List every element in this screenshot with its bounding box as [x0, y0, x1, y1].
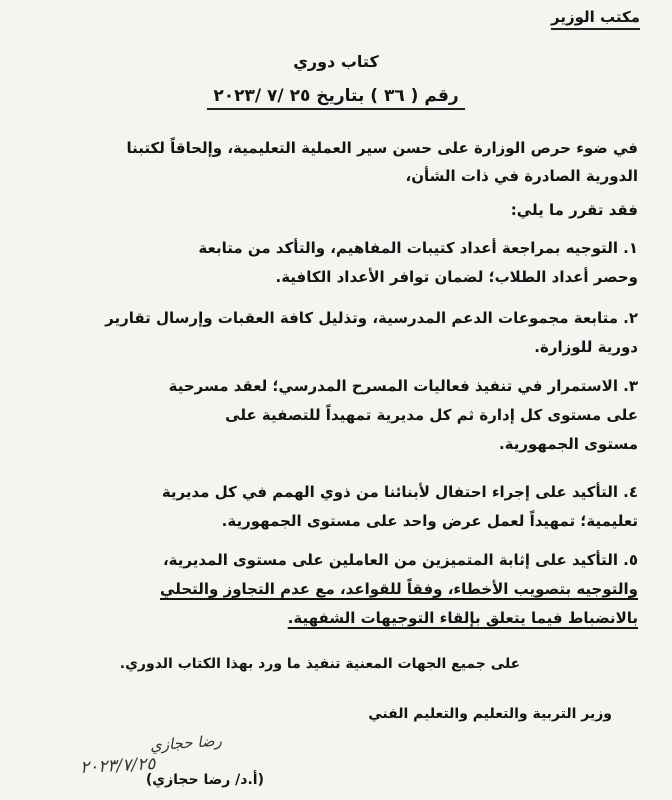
item-line: وحصر أعداد الطلاب؛ لضمان توافر الأعداد الكافية.: [275, 268, 638, 286]
item-line: التوجيه بمراجعة أعداد كتيبات المفاهيم، والتأكد من متابعة: [198, 239, 618, 257]
item-line: التأكيد على إجراء احتفال لأبنائنا من ذوي الهمم في كل مديرية: [161, 483, 618, 501]
intro-paragraph: [33, 134, 638, 190]
item-line: التأكيد على إثابة المتميزين من العاملين على مستوى المديرية،: [162, 551, 618, 569]
item-line: متابعة مجموعات الدعم المدرسية، وتذليل كافة العقبات وإرسال تقارير: [105, 309, 618, 327]
decision-line: [38, 196, 638, 224]
item-number: ٥.: [623, 551, 638, 569]
item-line: والتوجيه بتصويب الأخطاء، وفقاً للقواعد، مع عدم التجاوز والتحلي: [160, 580, 638, 598]
item-number: ٣.: [623, 377, 638, 395]
item-line: الاستمرار في تنفيذ فعاليات المسرح المدرسي؛ لعقد مسرحية: [168, 377, 618, 395]
intro-line-2: الدورية الصادرة في ذات الشأن،: [405, 167, 638, 185]
list-item-5: [33, 546, 638, 633]
list-item-2: [33, 304, 638, 362]
minister-title: وزير التربية والتعليم والتعليم الفني: [368, 706, 612, 722]
office-header: مكتب الوزير: [551, 8, 640, 30]
list-item-4: [33, 478, 638, 536]
intro-line-1: في ضوء حرص الوزارة على حسن سير العملية التعليمية، وإلحاقاً لكتبنا: [126, 139, 638, 157]
handwritten-date: ٢٠٢٣/٧/٢٥: [79, 754, 156, 778]
item-line: على مستوى كل إدارة ثم كل مديرية تمهيداً للتصفية على: [225, 406, 638, 424]
item-number: ٢.: [623, 309, 638, 327]
list-item-3: [33, 372, 638, 459]
signer-name: (أ.د/ رضا حجازي): [145, 772, 264, 788]
closing-statement: على جميع الجهات المعنية تنفيذ ما ورد بهذا الكتاب الدوري.: [119, 656, 521, 672]
reference-text: رقم ( ٣٦ ) بتاريخ ٢٥ /٧ /٢٠٢٣: [207, 86, 464, 110]
document-reference: [0, 86, 672, 106]
handwritten-signature: رضا حجازي: [149, 731, 223, 755]
item-line: دورية للوزارة.: [534, 338, 638, 356]
document-title: كتاب دوري: [293, 52, 379, 71]
item-line: تعليمية؛ تمهيداً لعمل عرض واحد على مستوى الجمهورية.: [221, 512, 638, 530]
item-line: بالانضباط فيما يتعلق بإلقاء التوجيهات الشفهية.: [287, 609, 638, 627]
decision-text: فقد تقرر ما يلي:: [510, 201, 638, 219]
list-item-1: [33, 234, 638, 292]
item-number: ٤.: [623, 483, 638, 501]
item-line: مستوى الجمهورية.: [498, 435, 638, 453]
item-number: ١.: [623, 239, 638, 257]
